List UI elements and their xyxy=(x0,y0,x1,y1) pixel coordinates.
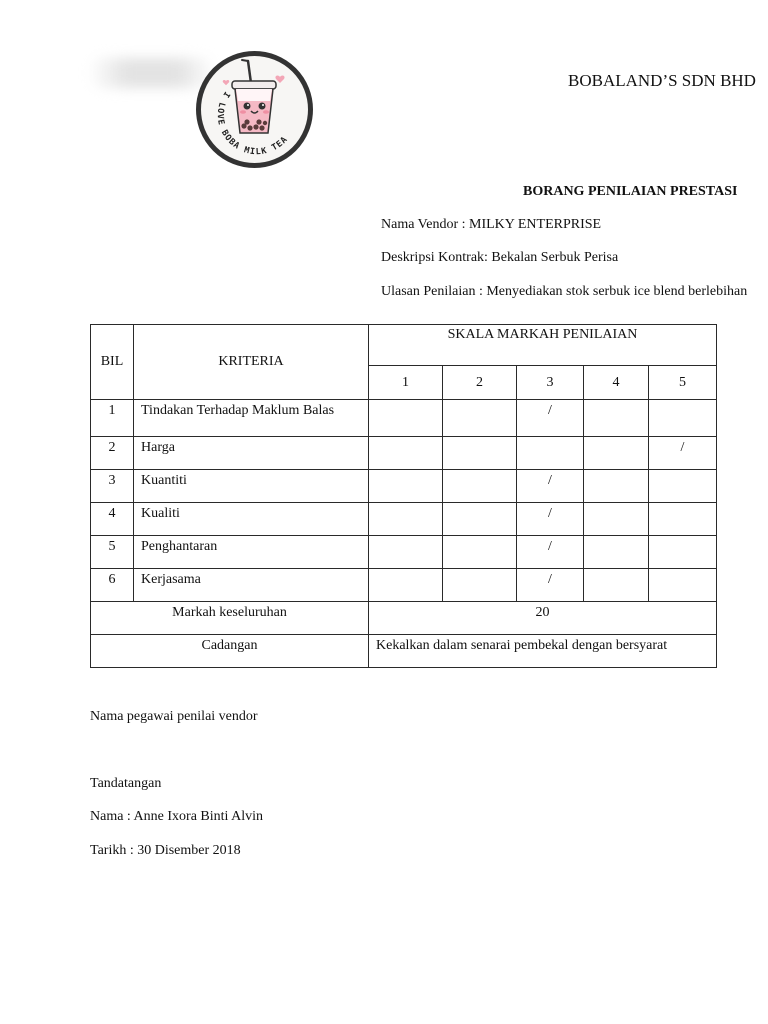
row-bil: 4 xyxy=(91,503,134,536)
row-mark xyxy=(584,437,649,470)
row-criterion: Penghantaran xyxy=(134,536,369,569)
table-row xyxy=(91,503,717,536)
boba-logo xyxy=(196,51,313,168)
header-bil: BIL xyxy=(91,325,134,400)
form-title: BORANG PENILAIAN PRESTASI xyxy=(523,184,738,199)
row-mark xyxy=(369,503,443,536)
company-name: BOBALAND’S SDN BHD xyxy=(568,71,756,90)
evaluator-name: Nama : Anne Ixora Binti Alvin xyxy=(90,809,264,824)
scale-4: 4 xyxy=(584,366,649,400)
row-mark: / xyxy=(517,536,584,569)
row-mark: / xyxy=(517,470,584,503)
evaluation-table xyxy=(90,324,717,668)
row-mark xyxy=(369,569,443,602)
scale-3: 3 xyxy=(517,366,584,400)
table-row xyxy=(91,437,717,470)
evaluation-date: Tarikh : 30 Disember 2018 xyxy=(90,843,241,858)
row-criterion: Kerjasama xyxy=(134,569,369,602)
total-row xyxy=(91,602,717,635)
row-mark xyxy=(369,536,443,569)
row-mark xyxy=(369,470,443,503)
row-mark xyxy=(443,536,517,569)
row-mark xyxy=(649,400,717,437)
recommendation-value: Kekalkan dalam senarai pembekal dengan bersyarat xyxy=(369,635,717,668)
row-mark xyxy=(369,400,443,437)
row-mark xyxy=(443,470,517,503)
row-mark xyxy=(369,437,443,470)
row-mark: / xyxy=(517,503,584,536)
row-mark: / xyxy=(517,569,584,602)
signature-label: Tandatangan xyxy=(90,776,162,791)
table-row xyxy=(91,569,717,602)
row-mark: / xyxy=(517,400,584,437)
header-criteria: KRITERIA xyxy=(134,325,369,400)
review-note: Ulasan Penilaian : Menyediakan stok serbuk ice blend berlebihan xyxy=(381,284,748,299)
table-row xyxy=(91,400,717,437)
table-row xyxy=(91,536,717,569)
row-mark xyxy=(584,503,649,536)
scale-2: 2 xyxy=(443,366,517,400)
row-bil: 6 xyxy=(91,569,134,602)
row-mark xyxy=(443,400,517,437)
row-mark xyxy=(443,569,517,602)
scale-5: 5 xyxy=(649,366,717,400)
row-mark xyxy=(443,437,517,470)
row-criterion: Kuantiti xyxy=(134,470,369,503)
row-criterion: Kualiti xyxy=(134,503,369,536)
table-header-row xyxy=(91,325,717,366)
row-bil: 1 xyxy=(91,400,134,437)
row-mark xyxy=(649,470,717,503)
row-mark xyxy=(443,503,517,536)
recommendation-label: Cadangan xyxy=(91,635,369,668)
row-criterion: Harga xyxy=(134,437,369,470)
row-criterion: Tindakan Terhadap Maklum Balas xyxy=(134,400,369,437)
row-mark xyxy=(584,536,649,569)
row-bil: 5 xyxy=(91,536,134,569)
row-bil: 2 xyxy=(91,437,134,470)
row-mark xyxy=(517,437,584,470)
total-value: 20 xyxy=(369,602,717,635)
row-mark xyxy=(584,400,649,437)
row-mark xyxy=(584,470,649,503)
evaluator-label: Nama pegawai penilai vendor xyxy=(90,709,258,724)
row-mark xyxy=(649,503,717,536)
row-mark xyxy=(649,569,717,602)
table-row xyxy=(91,470,717,503)
vendor-name: Nama Vendor : MILKY ENTERPRISE xyxy=(381,217,602,232)
header-scale: SKALA MARKAH PENILAIAN xyxy=(369,325,717,366)
recommendation-row xyxy=(91,635,717,668)
row-mark xyxy=(649,536,717,569)
total-label: Markah keseluruhan xyxy=(91,602,369,635)
row-bil: 3 xyxy=(91,470,134,503)
scale-1: 1 xyxy=(369,366,443,400)
row-mark: / xyxy=(649,437,717,470)
logo-caption: I LOVE BOBA MILK TEA xyxy=(214,89,291,158)
row-mark xyxy=(584,569,649,602)
contract-description: Deskripsi Kontrak: Bekalan Serbuk Perisa xyxy=(381,250,619,265)
